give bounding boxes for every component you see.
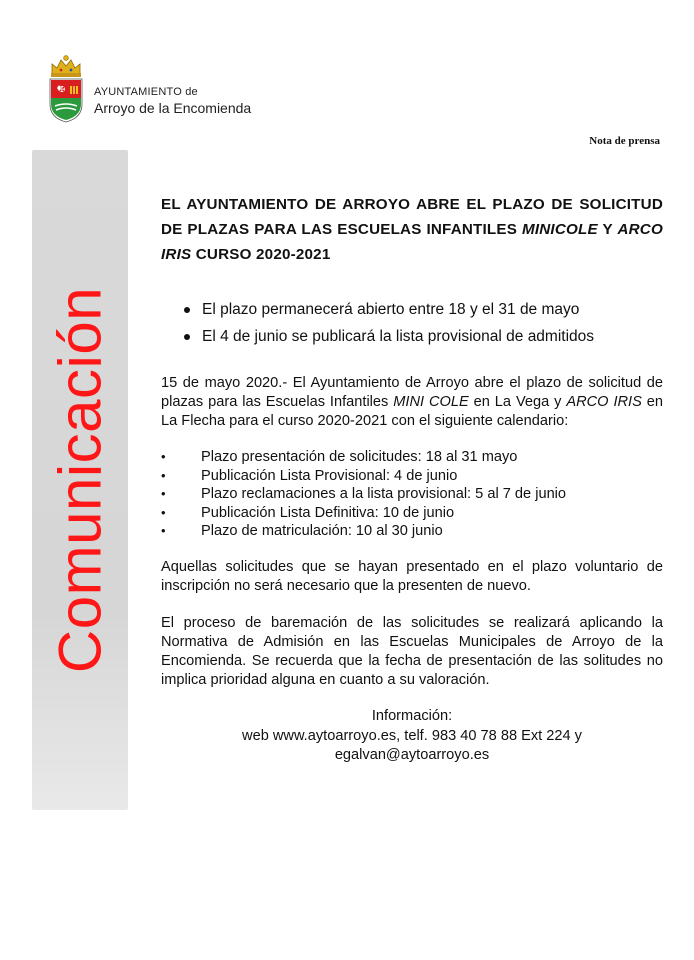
calendar-list [161,448,566,541]
resubmission-paragraph: Aquellas solicitudes que se hayan presentado en el plazo voluntario de inscripción no será necesario que la presenten de nuevo. [161,559,663,594]
calendar-item: • Publicación Lista Provisional: 4 de junio [161,467,566,486]
intro-paragraph [161,374,663,431]
headline [161,192,663,267]
coat-of-arms-icon [46,52,86,124]
calendar-item: • Plazo presentación de solicitudes: 18 al 31 mayo [161,448,566,467]
calendar-item: • Plazo reclamaciones a la lista provisional: 5 al 7 de junio [161,485,566,504]
intro-mini-cole: MINI COLE [393,394,469,410]
contact-email: egalvan@aytoarroyo.es [334,747,490,763]
headline-arcoiris: ARCO IRIS [161,221,663,263]
contact-heading: Información: [371,708,453,724]
press-note-label: Nota de prensa [589,135,660,147]
svg-text:✠: ✠ [58,85,66,94]
org-name-line1: AYUNTAMIENTO de [94,86,198,98]
calendar-item: • Publicación Lista Definitiva: 10 de junio [161,504,566,523]
highlights-list [178,296,594,350]
contact-web-phone: web www.aytoarroyo.es, telf. 983 40 78 88 Ext 224 y [242,727,582,744]
highlight-item: El 4 de junio se publicará la lista provisional de admitidos [178,323,594,350]
headline-part2: CURSO 2020-2021 [191,246,331,263]
intro-text-b: en La Vega y [468,394,567,410]
scoring-paragraph: El proceso de baremación de las solicitudes se realizará aplicando la Normativa de Admisión en las Escuelas Municipales de Arroyo de la Encomienda. Se recuerda que la fecha de presentación de las solitudes no implica prioridad alguna en cuanto a su valoración. [161,615,663,688]
highlight-item: El plazo permanecerá abierto entre 18 y el 31 de mayo [178,296,594,323]
contact-info [161,707,663,766]
calendar-item: • Plazo de matriculación: 10 al 30 junio [161,522,566,541]
org-name-line2: Arroyo de la Encomienda [94,100,252,116]
intro-text-a: 15 de mayo 2020.- El Ayuntamiento de Arroyo abre el plazo de solicitud de plazas para las Escuelas Infantiles [161,375,663,410]
intro-text-c: en La Flecha para el curso 2020-2021 con el siguiente calendario: [161,394,663,429]
headline-part1: EL AYUNTAMIENTO DE ARROYO ABRE EL PLAZO DE SOLICITUD DE PLAZAS PARA LAS ESCUELAS INFANTILES [161,196,663,238]
headline-and: Y [597,221,618,238]
headline-minicole: MINICOLE [521,221,598,238]
side-band-label: Comunicación [46,286,114,674]
intro-arco-iris: ARCO IRIS [566,394,642,410]
